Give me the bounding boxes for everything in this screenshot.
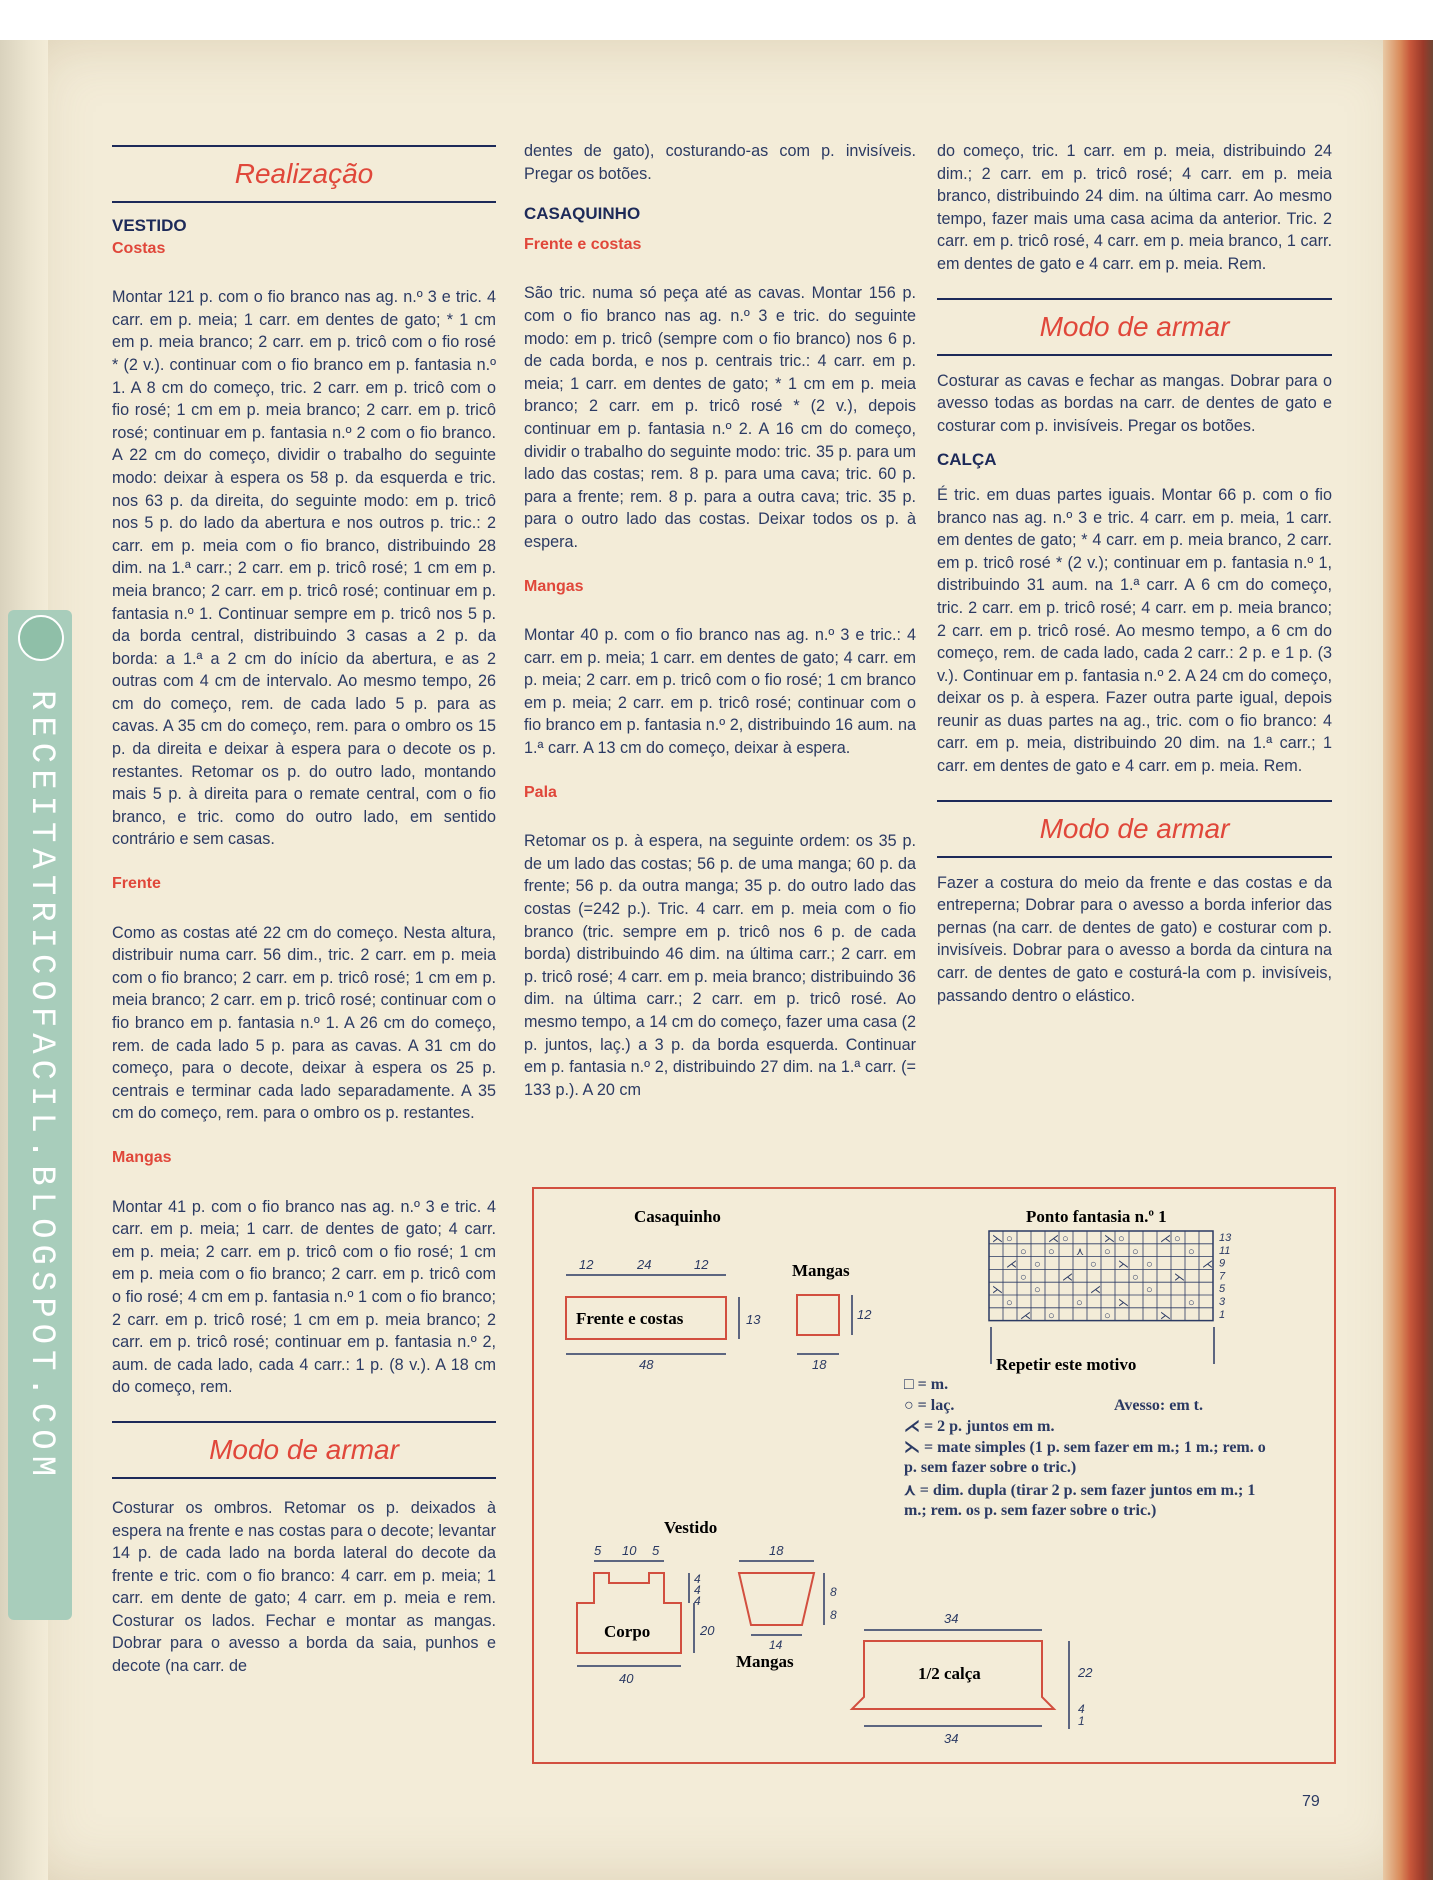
dim-label: 12 (579, 1257, 594, 1272)
casaquinho-title: Casaquinho (634, 1207, 721, 1226)
square-symbol-icon: □ (904, 1376, 914, 1393)
mangas-vestido-label: Mangas (736, 1652, 794, 1671)
dim-label: 12 (857, 1307, 872, 1322)
divider (112, 201, 496, 203)
divider (937, 800, 1332, 802)
circle-symbol-icon: ○ (904, 1397, 914, 1414)
subheading-mangas: Mangas (524, 577, 584, 595)
section-title-realizacao: Realização (234, 158, 374, 189)
dim-label: 4 (1078, 1702, 1085, 1716)
continued-text: dentes de gato), costurando-as com p. invisíveis. Pregar os botões. (524, 142, 916, 183)
row-number: 5 (1219, 1283, 1226, 1296)
legend-item-dim-dupla (904, 1481, 1274, 1521)
dim-label: 18 (769, 1543, 784, 1558)
stitch-symbol: ○ (1188, 1245, 1195, 1258)
stitch-symbol: ○ (1090, 1258, 1097, 1271)
stitch-symbol: ○ (1020, 1271, 1027, 1284)
stitch-symbol: ○ (1048, 1309, 1055, 1322)
dim-label: 14 (769, 1638, 783, 1652)
stitch-symbol: ○ (1034, 1284, 1041, 1297)
subheading-frente-costas: Frente e costas (524, 235, 642, 253)
page-edge-stack (1383, 40, 1433, 1880)
legend-text: = 2 p. juntos em m. (924, 1418, 1055, 1435)
frente-instructions: Como as costas até 22 cm do começo. Nesta altura, distribuir numa carr. 56 dim., tric. 2 carr. em p. meia com o fio branco; 2 carr. em p. tricô rosé; 1 cm em p. meia branco; 2 carr. em p. tricô rosé; continuar com o fio branco em p. fantasia n.º 1. A 26 cm do começo, rem. de cada lado 5 p. para as cavas. A 31 cm do começo, para o decote, deixar à espera os 25 p. centrais e terminar cada lado separadamente. A 35 cm do começo, rem. para o ombro os p. restantes. (112, 923, 496, 1123)
mangas-instructions: Montar 41 p. com o fio branco nas ag. n.º 3 e tric. 4 carr. em p. meia; 1 carr. de dentes de gato; 4 carr. em p. meia; 2 carr. em p. tricô com o fio rosé; 1 cm em p. meia com o fio branco; 2 carr. em p. tricô com o fio rosé; 4 cm em p. fantasia n.º 1 com o fio branco; 2 carr. em p. tricô rosé; 1 cm em p. meia branco; 2 carr. em p. tricô rosé; continuar em p. fantasia n.º 2, aum. de cada lado, cada 4 carr.: 1 p. (8 v.). A 18 cm do começo, rem. (112, 1197, 496, 1397)
stitch-symbol: ⋋ (1118, 1258, 1129, 1271)
stitch-symbol: ○ (1006, 1233, 1013, 1245)
watermark-text: RECEITATRICOFACIL.BLOGSPOT.COM (22, 690, 60, 1483)
stitch-symbol: ○ (1020, 1245, 1027, 1258)
subheading-mangas: Mangas (112, 1148, 172, 1166)
dim-label: 4 (694, 1583, 701, 1597)
divider (112, 145, 496, 147)
stitch-symbol: ⋏ (1076, 1245, 1085, 1258)
corpo-shape (577, 1573, 681, 1653)
legend-avesso: Avesso: em t. (1114, 1397, 1204, 1414)
legend-item-2p (904, 1417, 1054, 1437)
column-middle (524, 140, 916, 1123)
pattern-diagram-box (532, 1187, 1336, 1764)
mangas-title: Mangas (792, 1261, 850, 1280)
stitch-symbol: ⋋ (1174, 1271, 1185, 1284)
stitch-symbol: ⋌ (1202, 1258, 1213, 1271)
divider (937, 354, 1332, 356)
legend-item-lac (904, 1396, 954, 1416)
heading-calca: CALÇA (937, 450, 997, 470)
divider (937, 298, 1332, 300)
vestido-title: Vestido (664, 1518, 718, 1537)
divider (937, 856, 1332, 858)
row-number: 7 (1219, 1270, 1226, 1283)
dim-label: 20 (700, 1623, 715, 1638)
stitch-symbol: ○ (1104, 1245, 1111, 1258)
dim-label: 5 (652, 1543, 660, 1558)
subheading-costas: Costas (112, 239, 166, 257)
corpo-label: Corpo (604, 1622, 651, 1641)
row-number: 3 (1219, 1296, 1226, 1308)
stitch-symbol: ○ (1104, 1309, 1111, 1322)
legend-text: = m. (917, 1376, 949, 1393)
section-title-modo-de-armar: Modo de armar (209, 1433, 399, 1465)
decrease-right-icon: ⋌ (904, 1418, 920, 1435)
dim-label: 8 (830, 1608, 837, 1622)
stitch-symbol: ○ (1146, 1258, 1153, 1271)
stitch-symbol: ⋋ (992, 1233, 1003, 1245)
stitch-symbol: ○ (1062, 1233, 1069, 1245)
armar-instructions: Costurar os ombros. Retomar os p. deixados à espera na frente e nas costas para o decote; levantar 14 p. de cada lado na borda lateral do decote da frente e tric. com o fio branco: 4 carr. em p. meia; 1 carr. em dente de gato; 4 carr. em p. meia e rem. Costurar os lados. Fechar e montar as mangas. Dobrar para o avesso a borda da saia, punhos e decote (na carr. de (112, 1498, 496, 1676)
calca-label: 1/2 calça (918, 1664, 981, 1683)
dim-label: 18 (812, 1357, 827, 1372)
row-number: 11 (1219, 1244, 1231, 1257)
column-left (112, 145, 496, 1700)
stitch-symbol: ⋌ (1062, 1271, 1073, 1284)
stitch-symbol: ⋋ (1160, 1309, 1171, 1322)
dim-label: 10 (622, 1543, 637, 1558)
dim-label: 24 (637, 1257, 652, 1272)
stitch-symbol: ○ (1174, 1233, 1181, 1245)
frente-costas-label: Frente e costas (576, 1309, 684, 1328)
section-title-modo-de-armar: Modo de armar (1039, 310, 1230, 342)
repeat-label: Repetir este motivo (996, 1355, 1137, 1374)
stitch-symbol: ⋌ (1160, 1233, 1171, 1245)
stitch-symbol: ⋌ (1090, 1284, 1101, 1297)
calca-instructions: É tric. em duas partes iguais. Montar 66 p. com o fio branco nas ag. n.º 3 e tric. 4 carr. em p. meia, 1 carr. em dentes de gato; * 4 carr. em p. meia branco, 2 carr. em p. tricô rosé * (2 v.); continuar em p. fantasia n.º 1, distribuindo 31 aum. na 1.ª carr. A 6 cm do começo, tric. 2 carr. em p. tricô rosé; 4 carr. em p. meia branco; 2 carr. em p. tricô rosé. Ao mesmo tempo, a 6 cm do começo, rem. de cada lado, cada 2 carr.: 2 p. e 1 p. (3 v.). Continuar em p. fantasia n.º 2. A 24 cm do começo, deixar os p. à espera. Fazer outra parte igual, depois reunir as duas partes na ag., tric. com o fio branco: 4 carr. em p. meia, distribuindo 20 dim. na 1.ª carr.; 1 carr. em dentes de gato e 4 carr. em p. meia. Rem. (937, 485, 1332, 776)
row-number: 13 (1219, 1232, 1232, 1244)
heading-vestido: VESTIDO (112, 216, 187, 235)
mangas-shape (797, 1295, 839, 1335)
divider (112, 1477, 496, 1479)
continued-text: do começo, tric. 1 carr. em p. meia, distribuindo 24 dim.; 2 carr. em p. tricô rosé; 4 carr. em p. meia branco, distribuindo 24 dim. na última carr. Ao mesmo tempo, fazer mais uma casa acima da anterior. Tric. 2 carr. em p. tricô rosé, 4 carr. em p. meia branco, 1 carr. em dentes de gato e 4 carr. em p. meia. Rem. (937, 142, 1332, 273)
divider (112, 1421, 496, 1423)
stitch-symbol: ⋋ (1118, 1297, 1129, 1309)
armar-calca-instructions: Fazer a costura do meio da frente e das costas e da entreperna; Dobrar para o avesso a borda inferior das pernas (na carr. de dentes de gato) e costurar com p. invisíveis. Dobrar para o avesso a borda da cintura na carr. de dentes de gato e costurá-la com p. invisíveis, passando dentro o elástico. (937, 873, 1332, 1005)
stitch-symbol: ⋌ (1048, 1233, 1059, 1245)
row-number: 1 (1219, 1308, 1226, 1321)
stitch-symbol: ○ (1132, 1271, 1139, 1284)
dim-label: 12 (694, 1257, 709, 1272)
dim-label: 48 (639, 1357, 654, 1372)
stitch-symbol: ○ (1076, 1297, 1083, 1309)
dim-label: 34 (944, 1731, 959, 1746)
row-number: 9 (1219, 1257, 1226, 1270)
costas-instructions: Montar 121 p. com o fio branco nas ag. n.º 3 e tric. 4 carr. em p. meia; 1 carr. em dentes de gato; * 1 cm em p. meia branco; 2 carr. em p. tricô com o fio rosé * (2 v.). continuar com o fio branco em p. fantasia n.º 1. A 8 cm do começo, tric. 2 carr. em p. tricô com o fio rosé; 1 cm em p. meia branco; 2 carr. em p. tricô rosé; continuar em p. fantasia n.º 2 com o fio branco. A 22 cm do começo, dividir o trabalho do seguinte modo: deixar à espera os 58 p. da esquerda e tric. nos 63 p. da direita, do seguinte modo: em p. tricô nos 5 p. do lado da abertura e nos outros p. tric.: 2 carr. em p. meia com o fio branco, distribuindo 28 dim. na 1.ª carr.; 2 carr. em p. tricô rosé; 1 cm em p. meia branco; 2 carr. em p. tricô rosé; continuar em p. fantasia n.º 1. Continuar sempre em p. tricô nos 5 p. da borda central, distribuindo 3 casas a 2 p. da borda: a 1.ª a 2 cm do início da abertura, e as 2 outras com 4 cm de intervalo. Ao mesmo tempo, 26 cm do começo, rem. de cada lado 5 p. para as cavas. A 35 cm do começo, rem. para o ombro os 15 p. da direita e deixar à espera para o decote os p. restantes. Retomar os p. do outro lado, montando mais 5 p. à direita para o remate central, com o fio branco, e tric. como do outro lado, em sentido contrário e sem casas. (112, 288, 496, 849)
dim-label: 1 (1078, 1714, 1085, 1728)
stitch-symbol: ⋌ (1020, 1309, 1031, 1322)
stitch-symbol: ○ (1034, 1258, 1041, 1271)
dim-label: 5 (594, 1543, 602, 1558)
legend-text: = laç. (917, 1397, 955, 1414)
stitch-symbol: ⋋ (992, 1284, 1003, 1297)
stitch-symbol: ○ (1118, 1233, 1125, 1245)
legend-item-mate (904, 1438, 1274, 1478)
stitch-symbol: ○ (1048, 1245, 1055, 1258)
dim-label: 40 (619, 1671, 634, 1686)
dim-label: 34 (944, 1611, 959, 1626)
frente-costas-instructions: São tric. numa só peça até as cavas. Montar 156 p. com o fio branco nas ag. n.º 3 e tric. do seguinte modo: em p. tricô (sempre com o fio branco) nos 6 p. de cada borda, e nos p. centrais tric.: 4 carr. em p. meia; 1 carr. em dentes de gato; * 1 cm em p. meia branco; 2 carr. em p. tricô rosé * (2 v.), depois continuar em p. fantasia n.º 2. A 16 cm do começo, dividir o trabalho do seguinte modo: tric. 35 p. para um lado das costas; rem. 8 p. para uma cava; tric. 60 p. para a frente; rem. 8 p. para a outra cava; tric. 35 p. para o outro lado das costas. Deixar todos os p. à espera. (524, 284, 916, 551)
dim-label: 4 (694, 1594, 701, 1608)
stitch-symbol: ⋋ (1104, 1233, 1115, 1245)
page-number: 79 (1302, 1793, 1320, 1810)
pala-instructions: Retomar os p. à espera, na seguinte ordem: os 35 p. de um lado das costas; 56 p. de uma manga; 60 p. da frente; 56 p. da outra manga; 35 p. do outro lado das costas (=242 p.). Tric. 4 carr. em p. meia com o fio branco (tric. sempre em p. tricô nos 6 p. de cada borda) distribuindo 46 dim. na última carr.; 2 carr. em p. tricô rosé; 4 carr. em p. meia branco; distribuindo 36 dim. na última carr.; 2 carr. em p. tricô rosé. Ao mesmo tempo, a 14 cm do começo, fazer uma casa (2 p. juntos, laç.) a 3 p. da borda esquerda. Continuar em p. fantasia n.º 2, distribuindo 27 dim. na 1.ª carr. (= 133 p.). A 20 cm (524, 832, 916, 1099)
row-numbers (1219, 1232, 1232, 1321)
mangas-vestido-shape (739, 1573, 814, 1625)
section-title-modo-de-armar: Modo de armar (1039, 812, 1230, 844)
double-decrease-icon: ⋏ (904, 1482, 916, 1499)
legend-item-m (904, 1375, 948, 1395)
blog-watermark (8, 610, 72, 1620)
dim-label: 8 (830, 1585, 837, 1599)
armar-casaquinho-instructions: Costurar as cavas e fechar as mangas. Dobrar para o avesso todas as bordas na carr. de dentes de gato e costurar com p. invisíveis. Pregar os botões. (937, 371, 1332, 435)
subheading-frente: Frente (112, 875, 161, 893)
dim-label: 13 (746, 1312, 761, 1327)
dim-label: 22 (1078, 1665, 1093, 1680)
yarn-ball-icon (18, 615, 64, 661)
stitch-symbol: ⋌ (1006, 1258, 1017, 1271)
stitch-symbol: ○ (1132, 1245, 1139, 1258)
ponto-title: Ponto fantasia n.º 1 (1026, 1207, 1167, 1226)
dim-label: 4 (694, 1572, 701, 1586)
decrease-left-icon: ⋋ (904, 1439, 920, 1456)
heading-casaquinho: CASAQUINHO (524, 204, 641, 224)
stitch-symbol: ○ (1146, 1284, 1153, 1297)
column-right (937, 140, 1332, 1029)
stitch-chart-grid (989, 1231, 1213, 1322)
stitch-symbol: ○ (1006, 1297, 1013, 1309)
legend-text: = mate simples (1 p. sem fazer em m.; 1 m.; rem. o p. sem fazer sobre o tric.) (904, 1439, 1266, 1476)
stitch-symbol: ○ (1188, 1297, 1195, 1309)
subheading-pala: Pala (524, 783, 557, 801)
mangas-instructions: Montar 40 p. com o fio branco nas ag. n.º 3 e tric.: 4 carr. em p. meia; 1 carr. em dentes de gato; 4 carr. em p. meia; 2 carr. em p. tricô com o fio rosé; 1 cm branco em p. meia; 2 carr. em p. tricô rosé; continuar com o fio branco em p. fantasia n.º 2, distribuindo 16 aum. na 1.ª carr. A 13 cm do começo, deixar à espera. (524, 626, 916, 758)
legend-text: = dim. dupla (tirar 2 p. sem fazer juntos em m.; 1 m.; rem. os p. sem fazer sobre o tric.) (904, 1482, 1256, 1519)
